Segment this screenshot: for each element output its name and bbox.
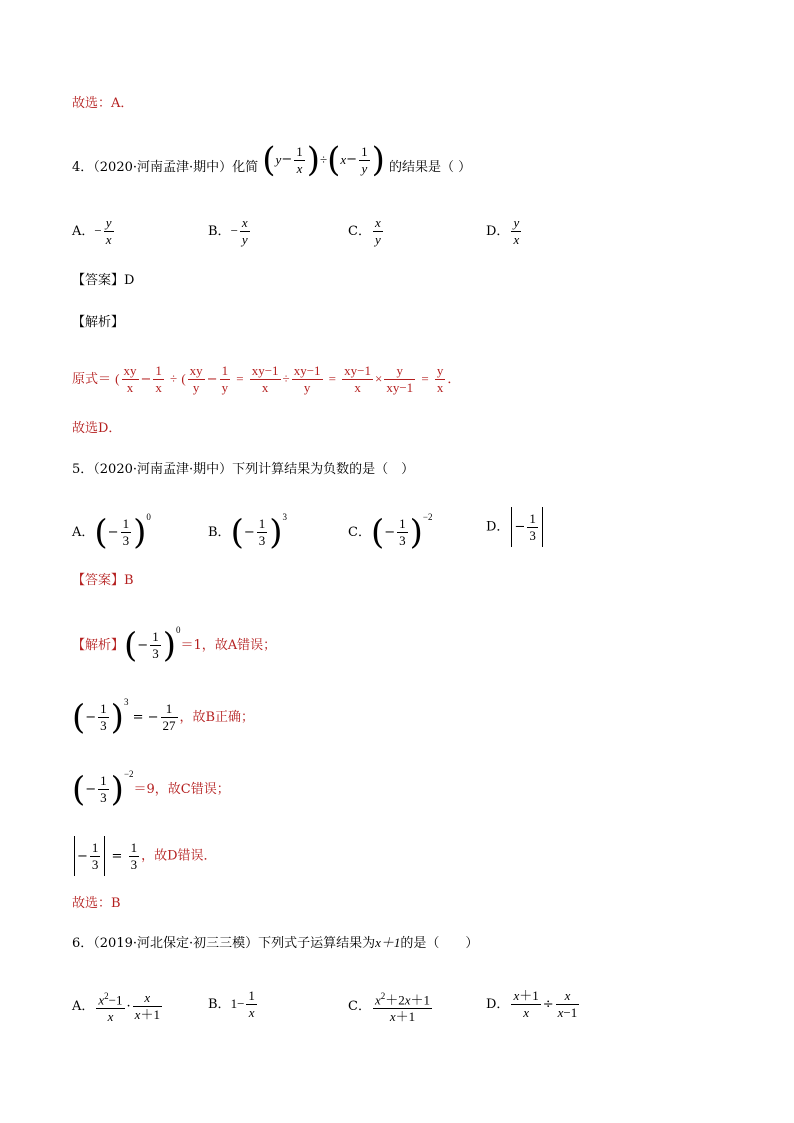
- q6-option-a: A． $\frac{x^2-1}{x}$ · $\frac{x}{x+1}$: [72, 988, 164, 1025]
- q4-option-d: D． $\frac{y}{x}$: [486, 215, 520, 247]
- q5-analysis-c: (− $\frac{1}{3}$ )$^{-2}$＝9，故C错误；: [72, 769, 230, 810]
- q4-stem-suffix: 的结果是（ ）: [388, 160, 472, 175]
- q6-stem-expr: x＋1: [375, 935, 401, 950]
- q4-analysis-prefix: 原式＝: [72, 372, 112, 387]
- q4-stem-prefix: 4．（2020·河南孟津·期中）化简: [72, 160, 259, 175]
- q6-stem-suffix: 的是（ ）: [400, 936, 479, 951]
- q6-stem: [72, 933, 478, 954]
- q5-option-c: C．(− $\frac{1}{3}$ )$^{-2}$: [348, 512, 433, 553]
- q5-option-a: A．(− $\frac{1}{3}$ )$^0$: [72, 512, 151, 553]
- q4-option-c: C． $\frac{x}{y}$: [348, 215, 381, 247]
- q5-answer: 【答案】B: [72, 573, 134, 588]
- q6-option-b: B．1− $\frac{1}{x}$: [208, 988, 255, 1020]
- q5-analysis-b: (− $\frac{1}{3}$ )$^3$ = − $\frac{1}{27}$ ，故B正确；: [72, 697, 255, 738]
- q4-answer: 【答案】D: [72, 273, 135, 288]
- q4-expression: ( y − $\frac{1}{x}$ ) ÷ ( x − $\frac{1}{y}$ ): [262, 140, 385, 180]
- q5-conclusion: 故选：B: [72, 896, 121, 911]
- q5-line-d-text: ，故D错误．: [141, 848, 217, 864]
- q6-option-d: D． $\frac{x+1}{x}$ ÷ $\frac{x}{x-1}$: [486, 988, 578, 1020]
- q5-stem: 5．（2020·河南孟津·期中）下列计算结果为负数的是（ ）: [72, 462, 415, 477]
- q4-option-a: A．− $\frac{y}{x}$: [72, 215, 112, 247]
- q5-analysis-d: − $\frac{1}{3}$ = $\frac{1}{3}$ ，故D错误．: [72, 836, 217, 876]
- q5-option-b: B．(− $\frac{1}{3}$ )$^3$: [208, 512, 287, 553]
- q4-option-b: B．− $\frac{x}{y}$: [208, 215, 248, 247]
- q5-line-c-text: ＝9，故C错误；: [133, 782, 230, 797]
- q5-option-d: D． − $\frac{1}{3}$: [486, 507, 545, 547]
- q3-conclusion: 故选：A．: [72, 96, 134, 111]
- q6-stem-prefix: 6．（2019·河北保定·初三三模）下列式子运算结果为: [72, 936, 376, 951]
- q5-analysis-a: 【解析】(− $\frac{1}{3}$ )$^0$＝1，故A错误；: [72, 625, 277, 666]
- q5-analysis-label: 【解析】: [72, 638, 125, 653]
- q6-option-c: C． $\frac{x^2+2x+1}{x+1}$: [348, 988, 434, 1025]
- q5-line-b-text: ，故B正确；: [179, 710, 255, 725]
- q4-conclusion: 故选D．: [72, 421, 122, 436]
- q4-analysis-label: 【解析】: [72, 315, 125, 330]
- q4-stem: [72, 140, 472, 180]
- q5-line-a-text: ＝1，故A错误；: [180, 638, 277, 653]
- q4-analysis: 原式＝ ( $\frac{xy}{x}$ − $\frac{1}{x}$ ÷ ( $\frac{xy}{y}$ − $\frac{1}{y}$ = $\frac{xy-1}{x}$ ÷ $\frac{xy-1}{y}$ = $\frac{xy-1}{x}$ × $\frac{y}{xy-1}$ = $\frac{y}{x}$ ．: [72, 363, 461, 395]
